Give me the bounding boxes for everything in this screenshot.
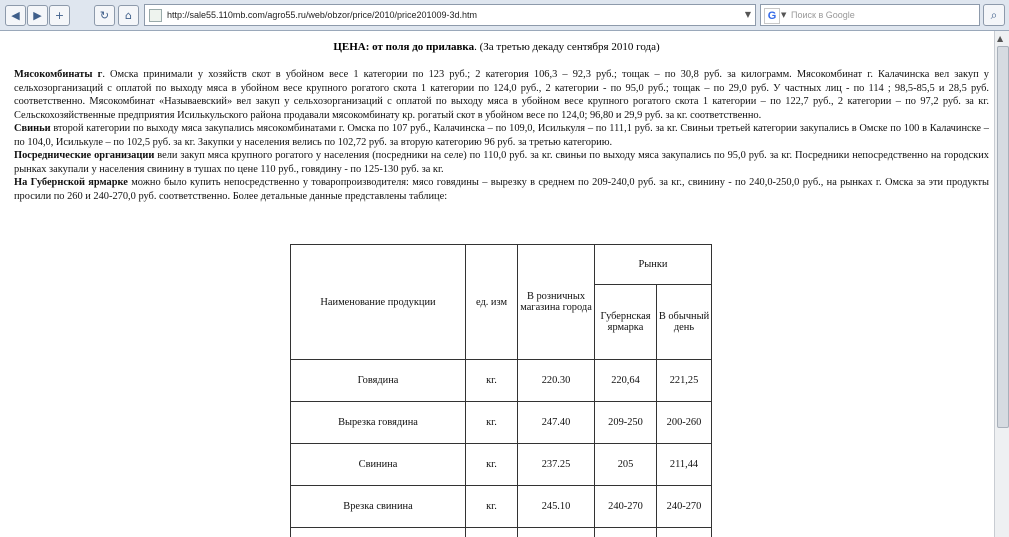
para-lead-pigs: Свиньи (14, 123, 51, 135)
address-text[interactable]: http://sale55.110mb.com/agro55.ru/web/obzor/price/2010/price201009-3d.htm (167, 10, 478, 20)
header-unit: ед. изм (466, 245, 518, 360)
scrollbar-thumb[interactable] (997, 46, 1009, 428)
header-fair: Губернская ярмарка (595, 285, 657, 360)
table-header-row (291, 245, 712, 285)
header-markets: Рынки (595, 245, 712, 285)
cell-fair: 209-250 (595, 402, 657, 444)
home-icon[interactable]: ⌂ (118, 5, 139, 26)
cell-name: Вырезка говядина (291, 402, 466, 444)
cell-name: Врезка свинина (291, 486, 466, 528)
para-text-cattle: . Омска принимали у хозяйств скот в убойном весе 1 категории по 123 руб.; 2 категория 106,3 – 92,3 руб.; тощак – по 30,8 руб. за килограмм. Мясокомбинат г. Калачинска вел закуп у сельхозорганизаций с оплатой по выходу мяса в убойном весе крупного рогатого скота 1 категории по 124,0 руб., 2 категории - по 95,0 руб.; тощак – по 29,0 руб. У частных лиц - по 114 ; 98,5-85,5 и 28,5 руб. соответственно. Мясокомбинат «Называевский» вел закуп у сельхозорганизаций с оплатой по выходу мяса в убойном весе крупного рогатого скота 1 категории – по 122,7 руб., 2 категории – по 97,2 руб. за кг. Сельскохозяйственные предприятия Исилькульского района продавали мясокомбинату кр. рогатый скот в убойном весе по 124,0; 96,80 и 29,9 руб. за кг. соответственно. (14, 69, 989, 121)
page-title (0, 41, 993, 53)
url-dropdown-icon[interactable]: ▼ (744, 10, 751, 19)
vertical-scrollbar[interactable] (994, 31, 1009, 537)
forward-icon[interactable]: ▶ (27, 5, 48, 26)
cell-fair (595, 528, 657, 537)
cell-name (291, 528, 466, 537)
title-date: . (За третью декаду сентября 2010 года) (474, 41, 660, 53)
table-row (291, 402, 712, 444)
table-row (291, 360, 712, 402)
para-lead-cattle: Мясокомбинаты г (14, 69, 103, 80)
table-row (291, 444, 712, 486)
browser-toolbar (0, 0, 1009, 31)
para-text-intermediaries: вели закуп мяса крупного рогатого у населения (посредники на селе) по 110,0 руб. за кг. свиньи по выходу мяса закупались по 95,0 руб. за кг. Посредники непосредственно на городских рынках закупали у населения свинину в тушах по цене 110 руб., говядину - по 125-130 руб. за кг. (14, 150, 989, 175)
para-text-pigs: второй категории по выходу мяса закупались мясокомбинатами г. Омска по 107 руб., Калачинска – по 109,0, Исилькуля – по 111,1 руб. за кг. Свиньи третьей категории закупались в Омске по 100 в Калачинске – по 104,0, Исилькуле – по 102,5 руб. за кг. Закупки у населения велись по 102,72 руб. за вторую категорию 96 руб. за третью категорию. (14, 123, 989, 148)
cell-unit (466, 528, 518, 537)
para-lead-intermediaries: Посреднические организации (14, 150, 155, 162)
cell-unit: кг. (466, 486, 518, 528)
cell-regular: 200-260 (657, 402, 712, 444)
cell-unit: кг. (466, 360, 518, 402)
cell-fair: 220,64 (595, 360, 657, 402)
header-regular: В обычный день (657, 285, 712, 360)
table-row (291, 528, 712, 537)
search-engine-dropdown-icon[interactable]: ▼ (781, 11, 787, 19)
add-icon[interactable]: + (49, 5, 70, 26)
header-product: Наименование продукции (291, 245, 466, 360)
header-retail: В розничных магазина города (518, 245, 595, 360)
cell-regular: 240-270 (657, 486, 712, 528)
cell-retail: 220.30 (518, 360, 595, 402)
cell-unit: кг. (466, 402, 518, 444)
cell-regular: 221,25 (657, 360, 712, 402)
search-box[interactable] (760, 4, 980, 26)
page-content (0, 31, 993, 537)
cell-regular (657, 528, 712, 537)
search-input[interactable]: Поиск в Google (791, 10, 855, 20)
back-icon[interactable]: ◀ (5, 5, 26, 26)
favicon-icon (149, 9, 162, 22)
cell-name: Свинина (291, 444, 466, 486)
cell-regular: 211,44 (657, 444, 712, 486)
price-table (290, 244, 712, 537)
address-bar[interactable] (144, 4, 756, 26)
table-row (291, 486, 712, 528)
search-icon[interactable]: ⌕ (983, 4, 1005, 26)
cell-name: Говядина (291, 360, 466, 402)
title-bold: ЦЕНА: от поля до прилавка (333, 41, 475, 53)
cell-retail: 245.10 (518, 486, 595, 528)
para-text-fair: можно было купить непосредственно у товаропроизводителя: мясо говядины – вырезку в среднем по 209-240,0 руб. за кг., свинину - по 240,0-250,0 руб., на рынках г. Омска за эти продукты просили по 260 и 240-270,0 руб. соответственно. Более детальные данные представлены таблице: (14, 177, 989, 202)
cell-fair: 240-270 (595, 486, 657, 528)
scroll-up-icon[interactable]: ▲ (997, 34, 1004, 43)
cell-retail: 237.25 (518, 444, 595, 486)
article-text (14, 68, 989, 203)
cell-retail: 247.40 (518, 402, 595, 444)
google-icon[interactable]: G (764, 8, 780, 24)
cell-fair: 205 (595, 444, 657, 486)
refresh-icon[interactable]: ↻ (94, 5, 115, 26)
para-lead-fair: На Губернской ярмарке (14, 177, 128, 189)
cell-retail (518, 528, 595, 537)
cell-unit: кг. (466, 444, 518, 486)
